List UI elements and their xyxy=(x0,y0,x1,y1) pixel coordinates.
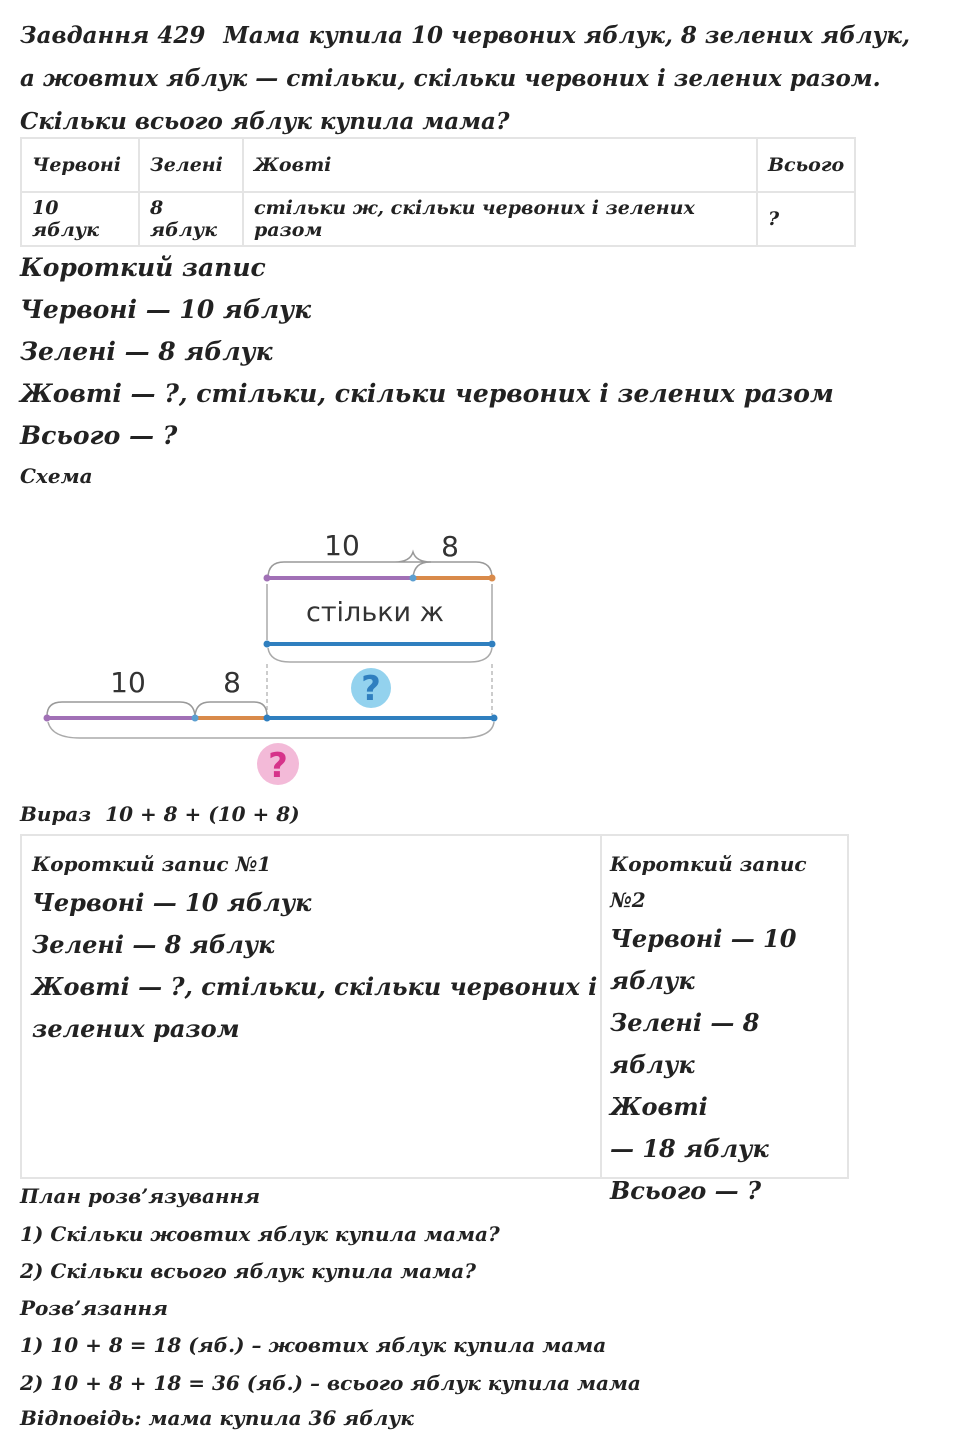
point xyxy=(192,715,199,722)
record1-line: Зелені — 8 яблук xyxy=(32,930,275,959)
expression-label: Вираз xyxy=(20,802,92,826)
record2-box xyxy=(600,834,849,1205)
scheme-label: Схема xyxy=(20,464,93,488)
expression-value: 10 + 8 + (10 + 8) xyxy=(105,802,300,826)
point xyxy=(264,641,271,648)
point xyxy=(264,715,271,722)
middle-text: стільки ж xyxy=(305,597,445,628)
brace-middle-bottom xyxy=(268,648,492,662)
point xyxy=(264,575,271,582)
table-header: Всього xyxy=(757,138,855,192)
top-green-number: 8 xyxy=(441,530,459,563)
plan-step: 2) Скільки всього яблук купила мама? xyxy=(20,1259,476,1283)
solution-step: 1) 10 + 8 = 18 (яб.) – жовтих яблук купила мама xyxy=(20,1333,607,1357)
brace-top-green xyxy=(413,562,492,578)
record2-line: Жовті xyxy=(610,1092,708,1121)
short-record-line: Зелені — 8 яблук xyxy=(20,337,273,366)
record2-line: Червоні — 10 xyxy=(610,924,797,953)
record1-title: Короткий запис №1 xyxy=(32,852,272,876)
top-red-number: 10 xyxy=(324,529,360,562)
question-blue: ? xyxy=(361,669,381,709)
task-text: Мама купила 10 червоних яблук, 8 зелених яблук, а жовтих яблук — стільки, скільки червоних і зелених разом. Скільки всього яблук купила мама? xyxy=(20,22,911,135)
plan-title: План розв’язування xyxy=(20,1184,261,1208)
record2-line: Всього — ? xyxy=(610,1176,762,1205)
record2-line: Зелені — 8 яблук xyxy=(610,1008,760,1079)
question-pink: ? xyxy=(268,746,288,786)
table-header: Червоні xyxy=(21,138,139,192)
table-cell: 10 яблук xyxy=(21,192,139,246)
record1-line: зелених разом xyxy=(32,1014,240,1043)
short-record-line: Червоні — 10 яблук xyxy=(20,295,312,324)
record1-line: Жовті — ?, стільки, скільки червоних і xyxy=(32,972,598,1001)
solution-step: 2) 10 + 8 + 18 = 36 (яб.) – всього яблук купила мама xyxy=(20,1371,641,1395)
point xyxy=(491,715,498,722)
plan-step: 1) Скільки жовтих яблук купила мама? xyxy=(20,1222,500,1246)
task-number: Завдання 429 xyxy=(20,22,206,49)
table-header: Жовті xyxy=(243,138,757,192)
table-cell: ? xyxy=(757,192,855,246)
brace-bottom-red xyxy=(47,702,195,716)
solution-title: Розв’язання xyxy=(20,1296,168,1320)
expression xyxy=(20,802,300,826)
point xyxy=(410,575,417,582)
bottom-green-number: 8 xyxy=(223,666,241,699)
point xyxy=(489,641,496,648)
table-header: Зелені xyxy=(139,138,243,192)
table-cell: стільки ж, скільки червоних і зелених разом xyxy=(243,192,757,246)
brace-total xyxy=(48,722,494,738)
answer: Відповідь: мама купила 36 яблук xyxy=(20,1406,414,1430)
short-record-line: Всього — ? xyxy=(20,421,178,450)
point xyxy=(489,575,496,582)
record1-line: Червоні — 10 яблук xyxy=(32,888,312,917)
record2-title: №2 xyxy=(610,888,646,912)
brace-bottom-green xyxy=(195,702,267,716)
short-record-line: Жовті — ?, стільки, скільки червоних і зелених разом xyxy=(20,379,834,408)
point xyxy=(44,715,51,722)
record2-title: Короткий запис xyxy=(610,852,807,876)
bottom-red-number: 10 xyxy=(110,666,146,699)
record2-line: — 18 яблук xyxy=(610,1134,769,1163)
record1-box xyxy=(20,834,602,1179)
table-cell: 8 яблук xyxy=(139,192,243,246)
short-record-title: Короткий запис xyxy=(20,253,266,282)
record2-line: яблук xyxy=(610,966,695,995)
